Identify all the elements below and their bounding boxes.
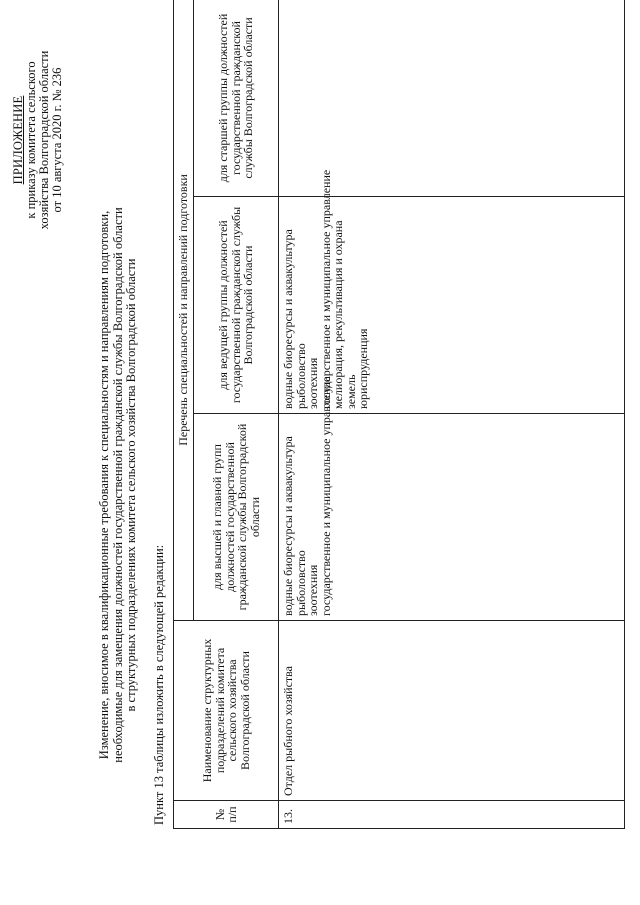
header-group-c: для старшей группы должностей государственной гражданской службы Волгоградской области (194, 0, 279, 197)
row-group-b (279, 169, 625, 414)
header-group-b: для ведущей группы должностей государственной гражданской службы Волгоградской области (194, 197, 279, 414)
intro-text: Пункт 13 таблицы изложить в следующей редакции: (152, 544, 166, 825)
document-heading (98, 165, 139, 805)
requirements-table (173, 0, 625, 829)
row-group-a (279, 376, 625, 621)
specialty-item: водные биоресурсы и аквакультура (281, 229, 295, 409)
specialty-item: рыболовство (293, 343, 308, 409)
specialty-item: рыболовство (293, 550, 308, 616)
header-num: № п/п (174, 801, 279, 829)
header-unit: Наименование структурных подразделений комитета сельского хозяйства Волгоградской области (174, 621, 279, 801)
appendix-title: ПРИЛОЖЕНИЕ (11, 95, 25, 185)
specialty-item: зоотехния (306, 357, 320, 409)
header-group-a: для высшей и главной групп должностей государственной гражданской службы Волгоградской области (194, 414, 279, 621)
table-header-row (174, 0, 194, 829)
specialty-item: мелиорация, рекультивация и охрана земель (331, 220, 358, 409)
table-row (279, 0, 625, 829)
heading-line: Изменение, вносимое в квалификационные требования к специальностям и направлениям подготовки, (97, 210, 111, 760)
appendix-block (12, 25, 64, 255)
specialty-item: государственное и муниципальное управление (318, 169, 333, 409)
row-group-c (279, 0, 625, 197)
heading-line: в структурных подразделениях комитета сельского хозяйства Волгоградской области (124, 258, 138, 712)
specialty-item: юриспруденция (356, 328, 370, 409)
row-unit: Отдел рыбного хозяйства (279, 621, 625, 801)
header-list: Перечень специальностей и направлений подготовки (174, 0, 194, 621)
specialty-item: зоотехния (306, 564, 320, 616)
specialty-item: водные биоресурсы и аквакультура (281, 436, 295, 616)
specialty-item: государственное и муниципальное управление (318, 376, 333, 616)
appendix-line: хозяйства Волгоградской области (37, 50, 51, 230)
row-num: 13. (279, 801, 625, 829)
appendix-date: от 10 августа 2020 г. № 236 (50, 67, 64, 213)
heading-line: необходимые для замещения должностей государственной гражданской службы Волгоградской области (110, 207, 125, 763)
appendix-line: к приказу комитета сельского (24, 61, 38, 219)
